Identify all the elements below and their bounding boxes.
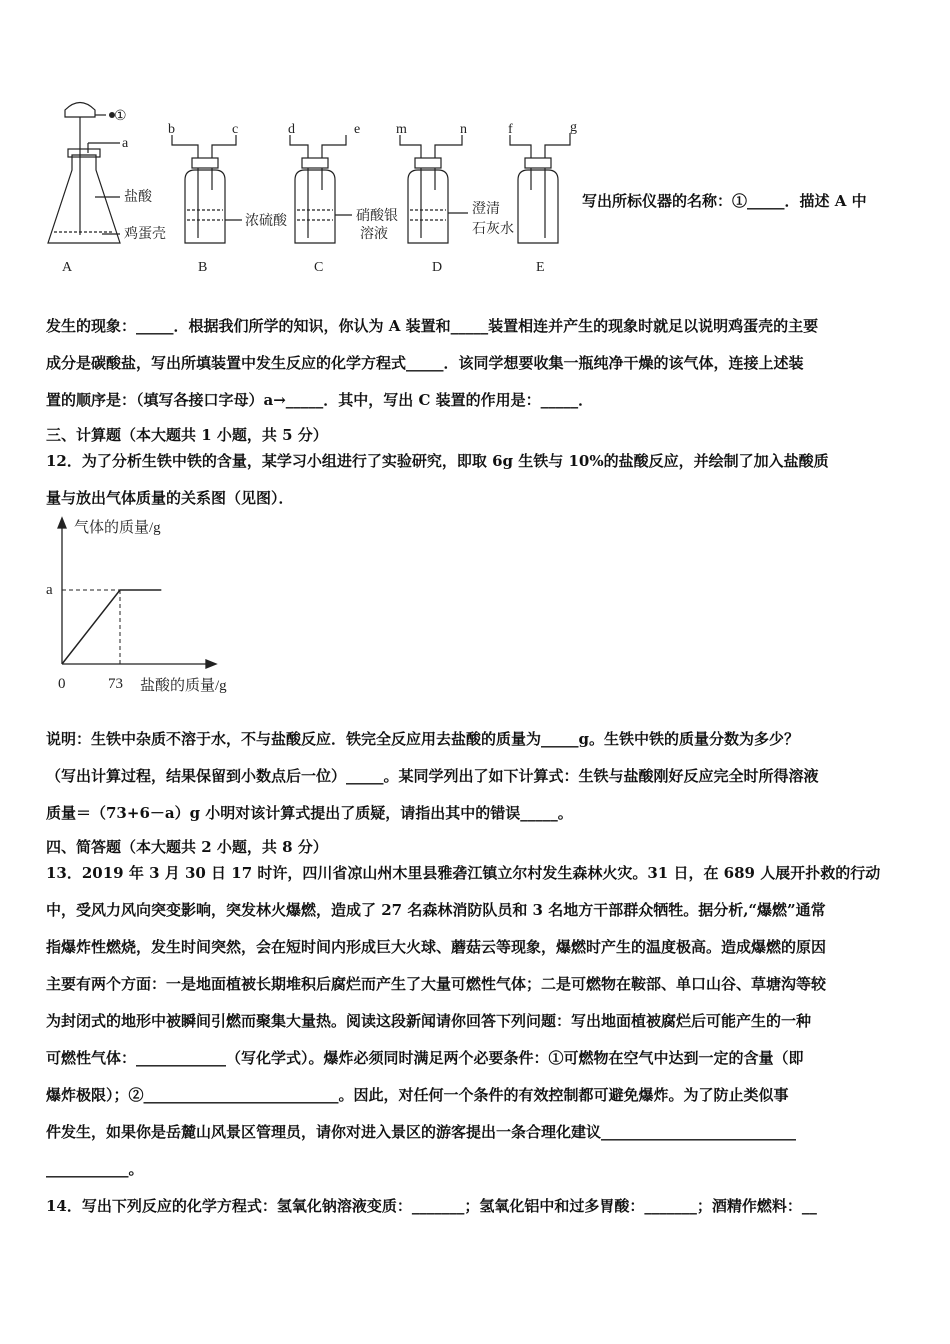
label-b: b bbox=[168, 122, 175, 137]
q11-line2: 发生的现象：_____．根据我们所学的知识，你认为 A 装置和_____装置相连并产生的现象时就足以说明鸡蛋壳的主要 bbox=[46, 317, 819, 335]
label-c: c bbox=[232, 122, 239, 137]
q12-line2: 量与放出气体质量的关系图（见图）． bbox=[46, 489, 294, 507]
bottle-E bbox=[510, 133, 570, 243]
q11-line3: 成分是碳酸盐，写出所填装置中发生反应的化学方程式_____．该同学想要收集一瓶纯净干燥的该气体，连接上述装 bbox=[46, 354, 804, 372]
x-axis-arrow bbox=[206, 660, 216, 668]
label-g: g bbox=[570, 120, 577, 135]
conical-flask bbox=[48, 155, 120, 243]
label-limewater-1: 澄清 bbox=[472, 202, 500, 217]
series-line bbox=[62, 590, 161, 664]
label-D: D bbox=[432, 260, 443, 275]
label-eggshell: 鸡蛋壳 bbox=[124, 227, 166, 242]
label-a: a bbox=[122, 136, 129, 151]
label-limewater-2: 石灰水 bbox=[472, 222, 514, 237]
q13-line: 主要有两个方面：一是地面植被长期堆积后腐烂而产生了大量可燃性气体；二是可燃物在鞍部、单口山谷、草塘沟等较 bbox=[46, 975, 827, 993]
q14-line: 14．写出下列反应的化学方程式：氢氧化钠溶液变质：_______；氢氧化铝中和过多胃酸：_______；酒精作燃料：__ bbox=[46, 1197, 817, 1215]
q12-text-line2: （写出计算过程，结果保留到小数点后一位）_____。某同学列出了如下计算式：生铁与盐酸刚好反应完全时所得溶液 bbox=[46, 767, 819, 785]
label-agno3-1: 硝酸银 bbox=[356, 209, 398, 224]
separatory-funnel bbox=[65, 103, 95, 118]
q11-line1: 写出所标仪器的名称：①_____．描述 A 中 bbox=[582, 192, 867, 210]
apparatus-figure bbox=[40, 95, 600, 285]
chart-xlabel: 盐酸的质量/g bbox=[140, 678, 227, 694]
bottle-C bbox=[290, 135, 352, 243]
chart-ylabel: 气体的质量/g bbox=[74, 520, 161, 536]
q13-line: 爆炸极限）；②__________________________。因此，对任何一个条件的有效控制都可避免爆炸。为了防止类似事 bbox=[46, 1086, 789, 1104]
label-B: B bbox=[198, 260, 208, 275]
label-agno3-2: 溶液 bbox=[360, 227, 388, 242]
label-A: A bbox=[62, 260, 73, 275]
bottle-B bbox=[172, 135, 242, 243]
label-f: f bbox=[508, 122, 513, 137]
q12-line1: 12．为了分析生铁中铁的含量，某学习小组进行了实验研究，即取 6g 生铁与 10%的盐酸反应，并绘制了加入盐酸质 bbox=[46, 452, 829, 470]
q13-line: 件发生，如果你是岳麓山风景区管理员，请你对进入景区的游客提出一条合理化建议__________________________ bbox=[46, 1123, 797, 1141]
chart-y-tick-a: a bbox=[46, 582, 53, 598]
q12-text-line3: 质量＝（73+6－a）g 小明对该计算式提出了质疑，请指出其中的错误_____。 bbox=[46, 804, 573, 822]
label-circle-one: ① bbox=[114, 109, 127, 124]
q13-line: 可燃性气体：____________（写化学式）。爆炸必须同时满足两个必要条件：①可燃物在空气中达到一定的含量（即 bbox=[46, 1049, 804, 1067]
y-axis-arrow bbox=[58, 518, 66, 528]
label-e: e bbox=[354, 122, 361, 137]
q13-line: 指爆炸性燃烧，发生时间突然，会在短时间内形成巨大火球、蘑菇云等现象，爆燃时产生的温度极高。造成爆燃的原因 bbox=[46, 938, 827, 956]
label-E: E bbox=[536, 260, 545, 275]
label-C: C bbox=[314, 260, 324, 275]
q11-line4: 置的顺序是：（填写各接口字母）a→_____．其中，写出 C 装置的作用是：_____． bbox=[46, 391, 594, 409]
label-hcl: 盐酸 bbox=[124, 190, 152, 205]
gas-mass-chart bbox=[40, 510, 260, 700]
label-n: n bbox=[460, 122, 467, 137]
section4-heading: 四、简答题（本大题共 2 小题，共 8 分） bbox=[46, 838, 328, 856]
chart-x-tick-73: 73 bbox=[108, 676, 123, 692]
label-conc-h2so4: 浓硫酸 bbox=[245, 214, 287, 229]
q13-line: 为封闭式的地形中被瞬间引燃而聚集大量热。阅读这段新闻请你回答下列问题：写出地面植被腐烂后可能产生的一种 bbox=[46, 1012, 812, 1030]
bottle-D bbox=[400, 135, 468, 243]
q13-line: 13．2019 年 3 月 30 日 17 时许，四川省凉山州木里县雅砻江镇立尔村发生森林火灾。31 日，在 689 人展开扑救的行动 bbox=[46, 864, 881, 882]
q12-text-line1: 说明：生铁中杂质不溶于水，不与盐酸反应．铁完全反应用去盐酸的质量为_____g。生铁中铁的质量分数为多少？ bbox=[46, 730, 799, 748]
chart-origin-label: 0 bbox=[58, 676, 66, 692]
q13-line: ___________。 bbox=[46, 1160, 144, 1178]
q13-line: 中，受风力风向突变影响，突发林火爆燃，造成了 27 名森林消防队员和 3 名地方干部群众牺牲。据分析,“爆燃”通常 bbox=[46, 901, 826, 919]
label-m: m bbox=[396, 122, 407, 137]
label-d: d bbox=[288, 122, 295, 137]
section3-heading: 三、计算题（本大题共 1 小题，共 5 分） bbox=[46, 426, 328, 444]
